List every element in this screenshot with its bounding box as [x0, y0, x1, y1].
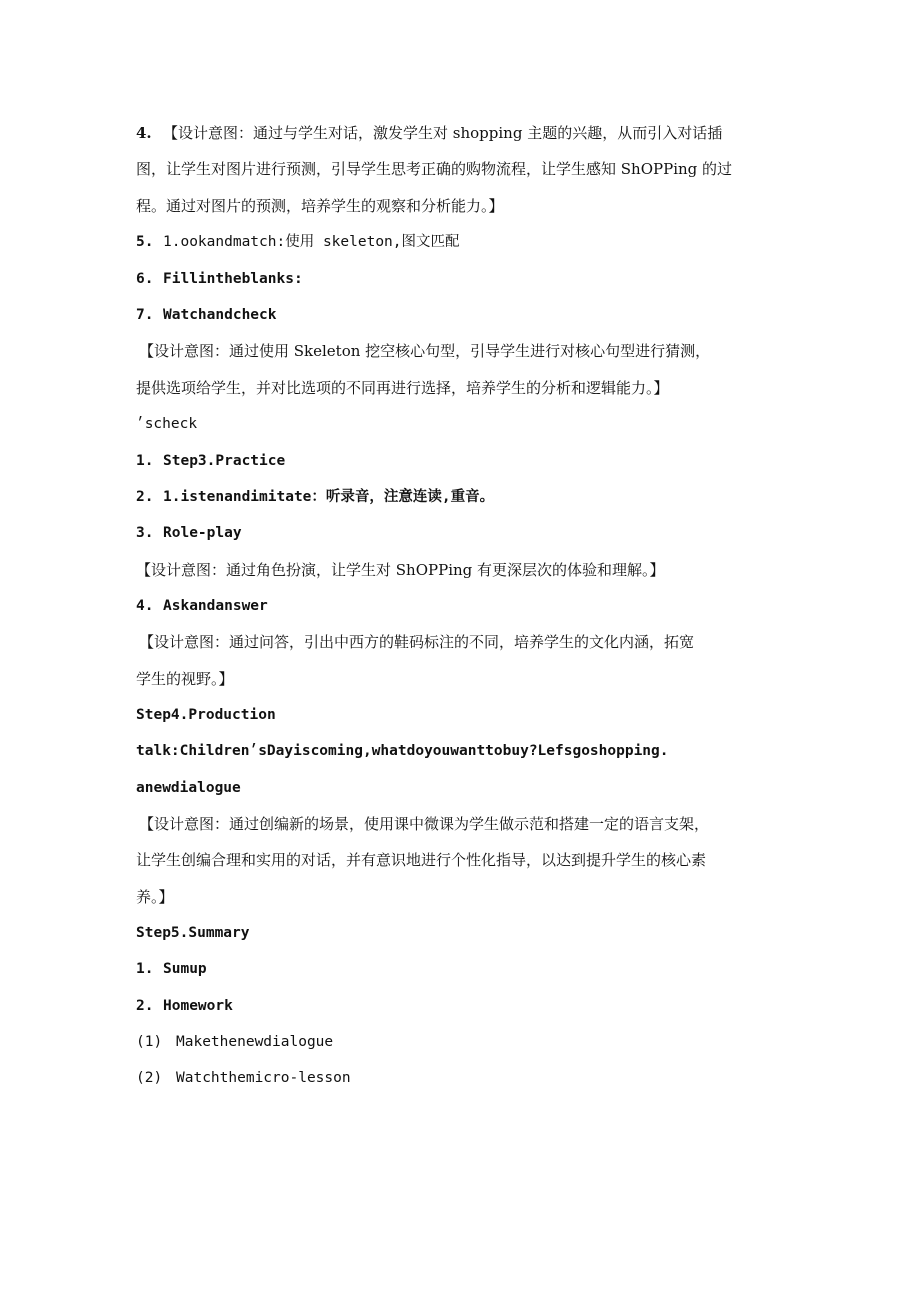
item-number: 2. — [136, 998, 154, 1014]
paragraph-text: 学生的视野。】 — [136, 670, 234, 688]
item-text: Fillintheblanks: — [163, 271, 303, 287]
paragraph-line — [136, 195, 504, 217]
paragraph-line — [136, 668, 234, 690]
paragraph-text: anewdialogue — [136, 780, 241, 796]
item-text: Role-play — [163, 525, 242, 541]
item-number: 4. — [136, 124, 152, 142]
list-item — [136, 122, 722, 144]
item-number: 1. — [136, 961, 154, 977]
item-text: Askandanswer — [163, 598, 268, 614]
list-item — [136, 486, 494, 508]
item-number: 3. — [136, 525, 154, 541]
item-text: Step3.Practice — [163, 453, 286, 469]
paragraph-text: 让学生创编合理和实用的对话，并有意识地进行个性化指导，以达到提升学生的核心素 — [136, 851, 707, 869]
list-item — [136, 450, 285, 472]
heading-text: Step4.Production — [136, 707, 276, 723]
paragraph-line — [139, 631, 694, 653]
list-item — [136, 1067, 351, 1089]
item-number: 5. — [136, 234, 154, 250]
item-number: (1) — [136, 1034, 163, 1050]
heading-text: Step5.Summary — [136, 925, 250, 941]
item-text: 1.ookandmatch:使用 skeleton,图文匹配 — [163, 234, 460, 250]
item-number: (2) — [136, 1070, 163, 1086]
paragraph-text: 程。通过对图片的预测，培养学生的观察和分析能力。】 — [136, 197, 504, 215]
paragraph-text: 【设计意图：通过创编新的场景，使用课中微课为学生做示范和搭建一定的语言支架， — [139, 815, 710, 833]
list-item — [136, 231, 460, 253]
item-number: 6. — [136, 271, 154, 287]
paragraph-text: 【设计意图：通过与学生对话，激发学生对 shopping 主题的兴趣，从而引入对话插 — [163, 124, 723, 142]
item-text: Sumup — [163, 961, 207, 977]
paragraph-line — [136, 740, 669, 762]
item-number: 1. — [136, 453, 154, 469]
paragraph-line — [136, 413, 197, 435]
paragraph-line — [136, 377, 669, 399]
item-text: Homework — [163, 998, 233, 1014]
paragraph-line — [139, 813, 709, 835]
paragraph-text: 养。】 — [136, 888, 174, 906]
paragraph-text: 图，让学生对图片进行预测，引导学生思考正确的购物流程，让学生感知 ShOPPing 的过 — [136, 160, 733, 178]
item-number: 4. — [136, 598, 154, 614]
paragraph-text: 【设计意图：通过角色扮演，让学生对 ShOPPing 有更深层次的体验和理解。】 — [136, 561, 665, 579]
list-item — [136, 595, 268, 617]
section-heading — [136, 922, 250, 944]
list-item — [136, 995, 233, 1017]
paragraph-text: 【设计意图：通过问答，引出中西方的鞋码标注的不同，培养学生的文化内涵，拓宽 — [139, 633, 695, 651]
item-text: 1.istenandimitate：听录音，注意连读,重音。 — [163, 489, 495, 505]
paragraph-line — [136, 777, 241, 799]
list-item — [136, 268, 303, 290]
paragraph-line — [136, 849, 706, 871]
item-text: Watchandcheck — [163, 307, 277, 323]
paragraph-text: ׳scheck — [136, 416, 198, 432]
list-item — [136, 304, 277, 326]
list-item — [136, 522, 242, 544]
list-item — [136, 958, 207, 980]
list-item — [136, 1031, 333, 1053]
paragraph-text: 提供选项给学生，并对比选项的不同再进行选择，培养学生的分析和逻辑能力。】 — [136, 379, 669, 397]
paragraph-line — [139, 340, 710, 362]
paragraph-text: talk:Children׳sDayiscoming,whatdoyouwanttobuy?Lefsgoshopping. — [136, 743, 669, 759]
paragraph-line — [136, 559, 665, 581]
paragraph-text: 【设计意图：通过使用 Skeleton 挖空核心句型，引导学生进行对核心句型进行猜测， — [139, 342, 711, 360]
section-heading — [136, 704, 276, 726]
item-number: 2. — [136, 489, 154, 505]
paragraph-line — [136, 886, 174, 908]
item-text: Makethenewdialogue — [176, 1034, 334, 1050]
item-text: Watchthemicro-lesson — [176, 1070, 351, 1086]
paragraph-line — [136, 158, 732, 180]
item-number: 7. — [136, 307, 154, 323]
